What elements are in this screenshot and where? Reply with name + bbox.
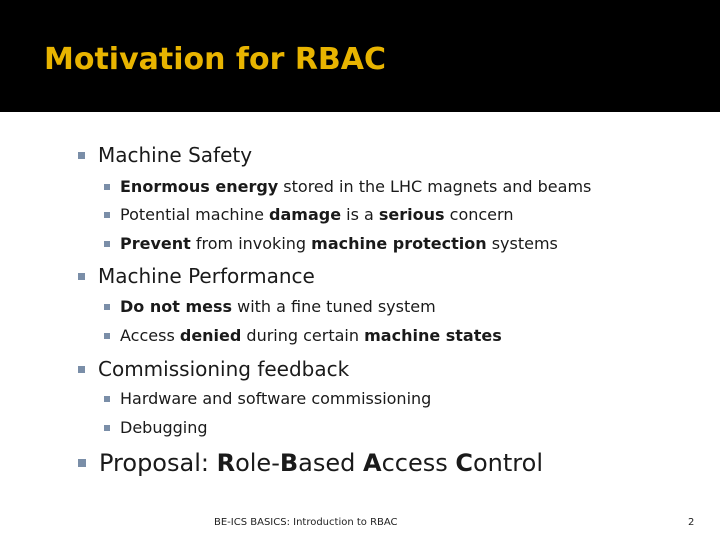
text-run: during certain — [241, 326, 365, 345]
text-run: from invoking — [190, 234, 312, 253]
sub-bullet-text — [120, 205, 513, 224]
sub-bullet — [104, 326, 502, 345]
bold-text: Enormous energy — [120, 177, 279, 196]
text-run: concern — [444, 205, 514, 224]
bullet-label: Commissioning feedback — [98, 357, 350, 381]
square-bullet-icon — [78, 459, 86, 467]
sub-bullet-text — [120, 418, 208, 437]
square-bullet-icon — [78, 152, 85, 159]
square-bullet-icon — [104, 184, 110, 190]
bold-text: damage — [269, 205, 342, 224]
bold-text: B — [279, 449, 299, 477]
bold-text: machine states — [364, 326, 502, 345]
text-run: Hardware and software commissioning — [120, 389, 432, 408]
sub-bullet-text — [120, 177, 591, 196]
square-bullet-icon — [104, 304, 110, 310]
text-run: Access — [120, 326, 180, 345]
text-run: ccess — [381, 449, 456, 477]
text-run: ole- — [235, 449, 280, 477]
square-bullet-icon — [104, 396, 110, 402]
bold-text: R — [216, 449, 236, 477]
bold-text: machine protection — [311, 234, 487, 253]
page-number: 2 — [688, 517, 695, 528]
sub-bullet-text — [120, 389, 431, 408]
sub-bullet-text — [120, 326, 502, 345]
sub-bullet — [104, 418, 208, 437]
sub-bullet — [104, 389, 431, 408]
text-run: with a fine tuned system — [232, 297, 436, 316]
text-run: ased — [298, 449, 363, 477]
square-bullet-icon — [78, 273, 85, 280]
text-run: Debugging — [120, 418, 208, 437]
bullet-label: Machine Performance — [98, 264, 315, 288]
sub-bullet — [104, 205, 513, 224]
text-run: stored in the LHC magnets and beams — [278, 177, 592, 196]
bold-text: serious — [378, 205, 445, 224]
bold-text: denied — [179, 326, 242, 345]
sub-bullet — [104, 177, 591, 196]
bullet-label: Machine Safety — [98, 143, 253, 167]
proposal-text — [99, 449, 543, 477]
bold-text: Prevent — [120, 234, 191, 253]
footer-text: BE-ICS BASICS: Introduction to RBAC — [214, 517, 398, 528]
bold-text: A — [363, 449, 382, 477]
bold-text: Do not mess — [120, 297, 233, 316]
bullet-machine-safety — [78, 143, 252, 167]
bullet-commissioning-feedback — [78, 357, 349, 381]
bullet-machine-performance — [78, 264, 315, 288]
bold-text: C — [455, 449, 473, 477]
square-bullet-icon — [104, 212, 110, 218]
slide-title: Motivation for RBAC — [44, 42, 387, 77]
bullet-proposal — [78, 449, 543, 477]
square-bullet-icon — [104, 333, 110, 339]
text-run: ontrol — [473, 449, 543, 477]
text-run: systems — [486, 234, 558, 253]
sub-bullet-text — [120, 297, 436, 316]
text-run: Potential machine — [120, 205, 270, 224]
square-bullet-icon — [104, 241, 110, 247]
sub-bullet-text — [120, 234, 558, 253]
square-bullet-icon — [78, 366, 85, 373]
square-bullet-icon — [104, 425, 110, 431]
sub-bullet — [104, 234, 558, 253]
sub-bullet — [104, 297, 436, 316]
text-run: is a — [341, 205, 379, 224]
text-run: Proposal: — [99, 449, 217, 477]
